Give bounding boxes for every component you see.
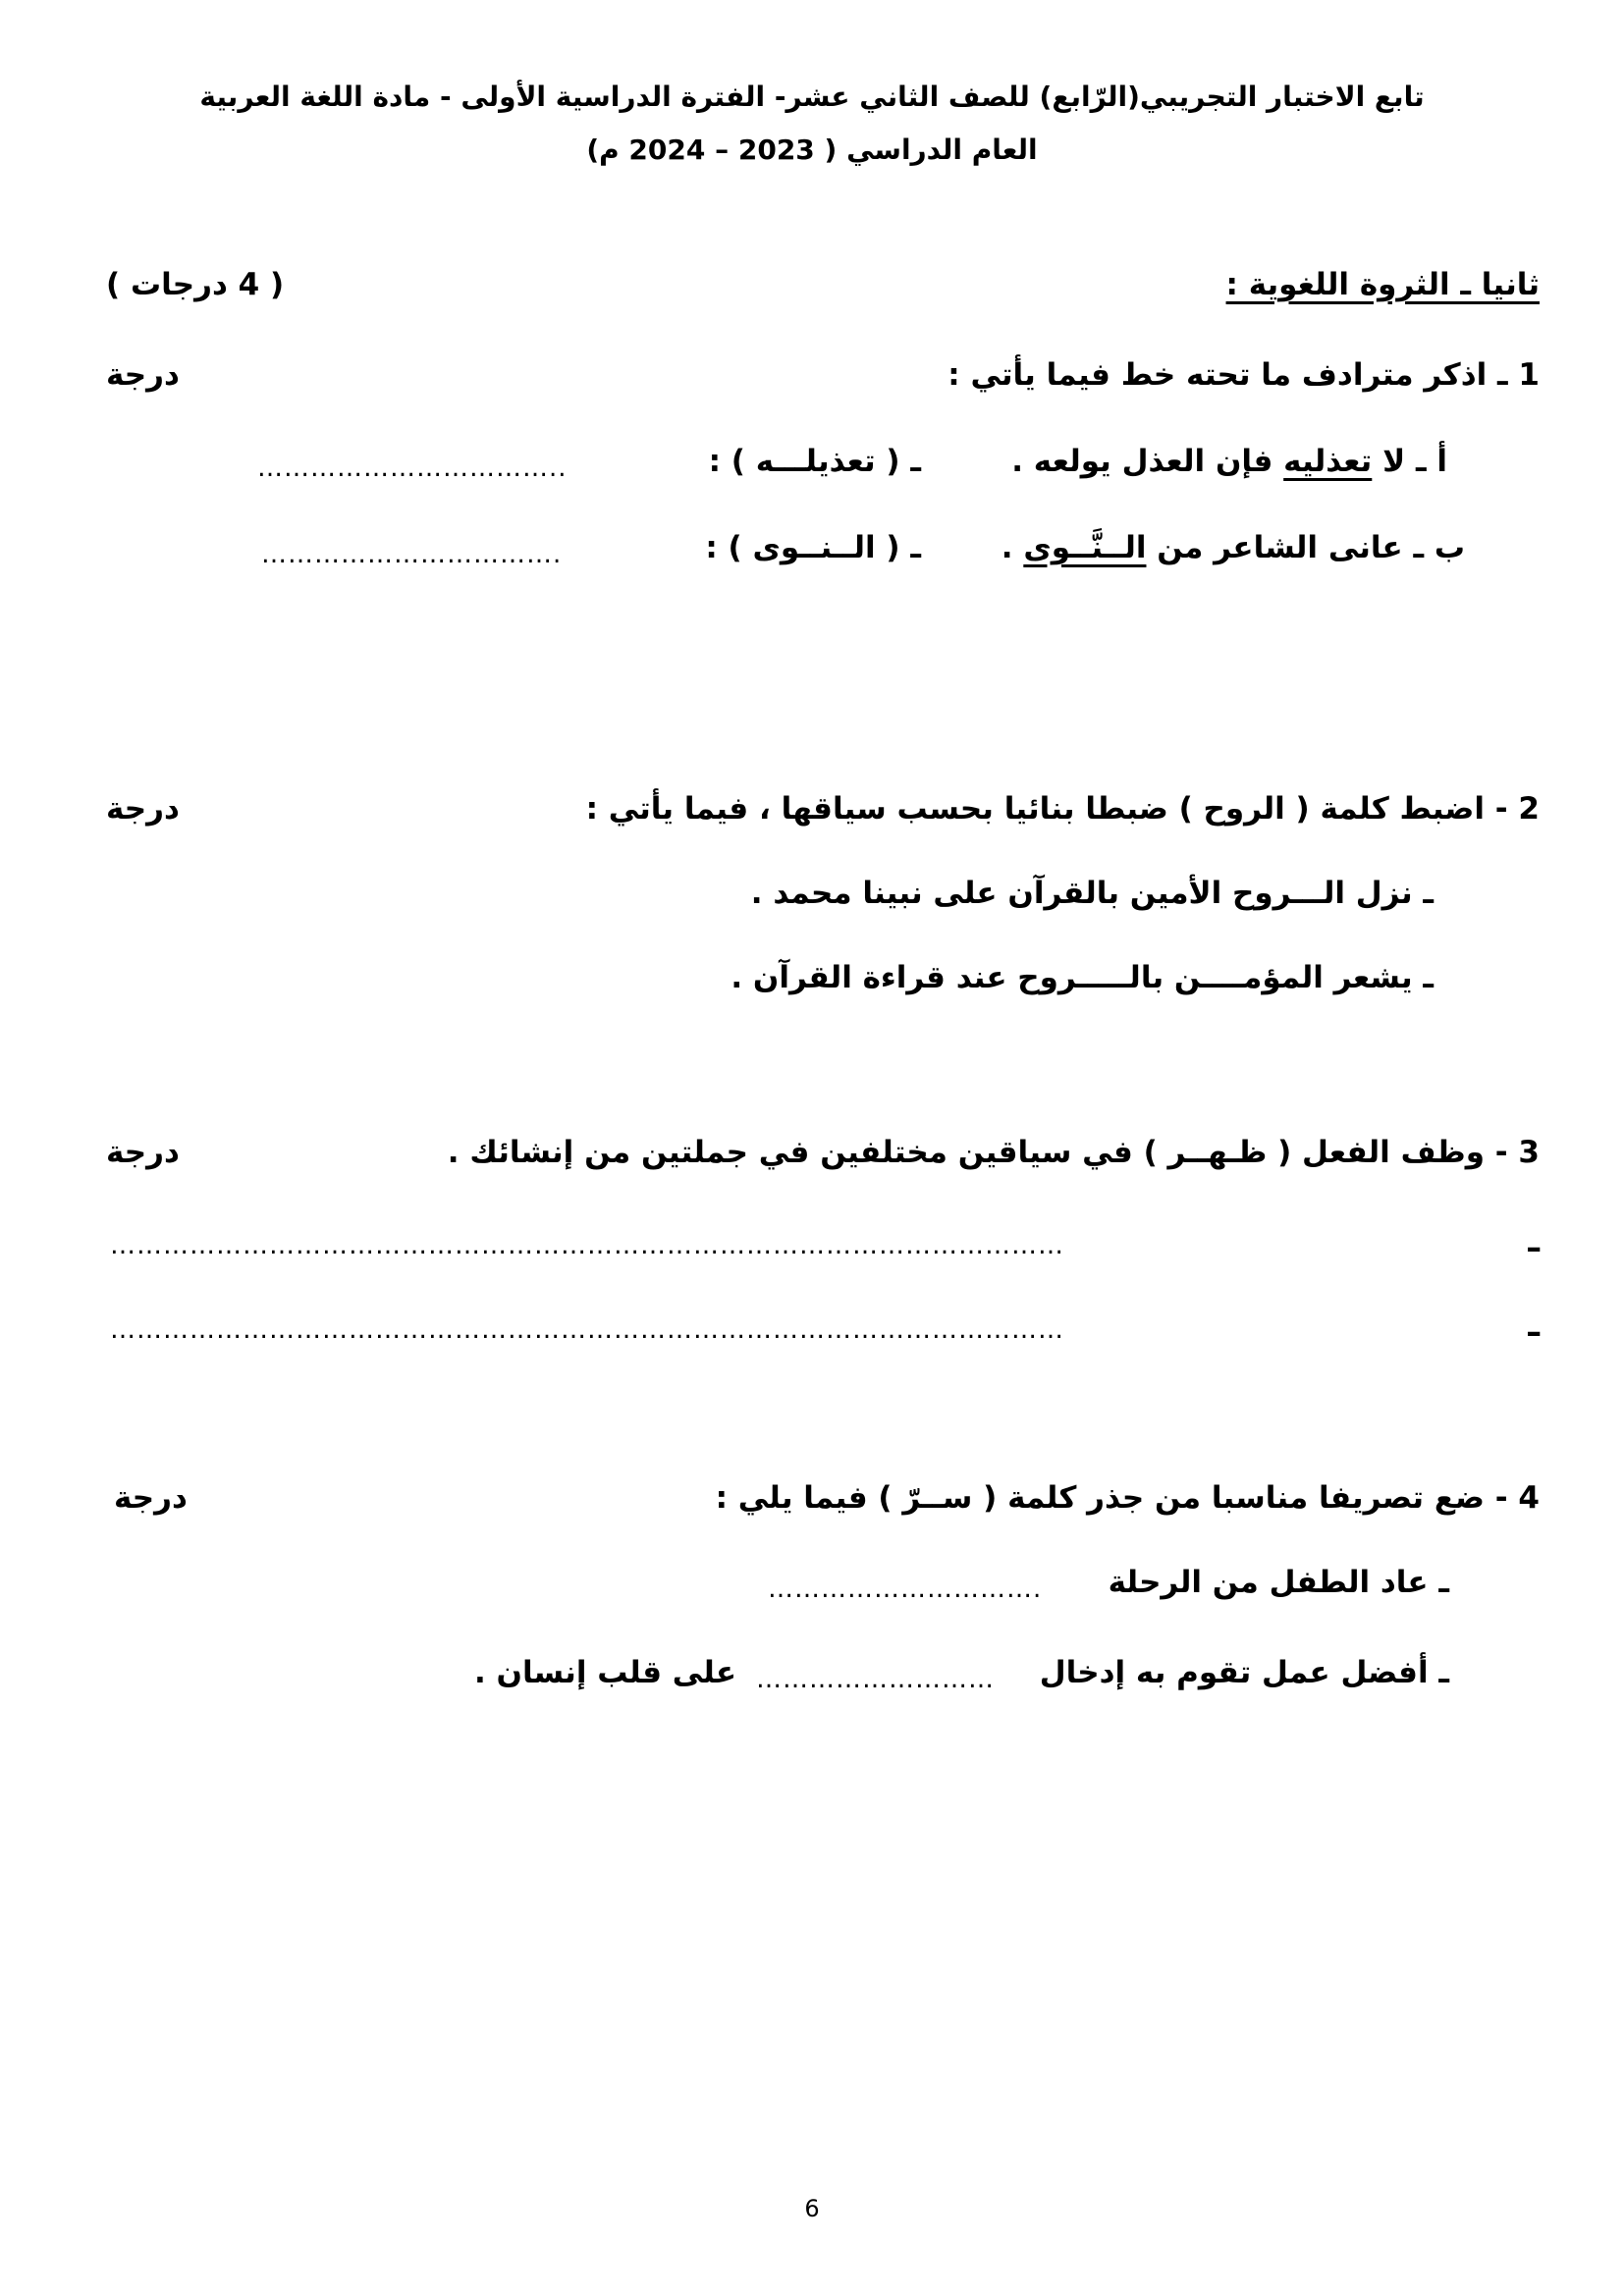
section-marks: ( 4 درجات ) — [106, 267, 285, 302]
q1-item-b — [1001, 530, 1465, 565]
q2-prompt: 2 - اضبط كلمة ( الروح ) ضبطا بنائيا بحسب سياقها ، فيما يأتي : — [585, 791, 1540, 827]
q1-a-underlined: تعذليه — [1283, 444, 1373, 479]
q4-answer-line-2[interactable]: ……………………… — [756, 1665, 995, 1694]
q1-a-suffix: فإن العذل يولعه . — [1011, 444, 1284, 479]
q3-line-2-dash: ـ — [1528, 1306, 1540, 1345]
q2-sentence-2: ـ يشعر المؤمــــن بالـــــروح عند قراءة القرآن . — [731, 960, 1434, 995]
q1-b-suffix: . — [1001, 530, 1024, 565]
q4-answer-line-1[interactable]: …………………………. — [768, 1575, 1043, 1604]
q1-a-prefix: أ ـ لا — [1372, 444, 1447, 479]
q4-sentence-2-end: على قلب إنسان . — [473, 1655, 736, 1690]
q1-b-answer-line[interactable]: ……………………………. — [261, 540, 563, 569]
q3-answer-line-2[interactable]: ……………………………………………………………………………………………… — [110, 1315, 1064, 1345]
q4-sentence-2: ـ أفضل عمل تقوم به إدخال — [1039, 1655, 1449, 1690]
q1-grade-label: درجة — [106, 357, 180, 393]
q3-answer-line-1[interactable]: ……………………………………………………………………………………………… — [110, 1231, 1064, 1260]
section-title: ثانيا ـ الثروة اللغوية : — [1225, 267, 1540, 302]
q1-prompt: 1 ـ اذكر مترادف ما تحته خط فيما يأتي : — [947, 357, 1540, 393]
q4-sentence-1: ـ عاد الطفل من الرحلة — [1108, 1565, 1449, 1600]
q4-prompt: 4 - ضع تصريفا مناسبا من جذر كلمة ( ســرّ ) فيما يلي : — [715, 1480, 1540, 1516]
q2-sentence-1: ـ نزل الـــروح الأمين بالقرآن على نبينا محمد . — [750, 876, 1434, 911]
q1-b-word: ـ ( الــنــوى ) : — [705, 530, 921, 565]
q1-item-a — [1011, 444, 1447, 479]
page-number: 6 — [804, 2195, 820, 2222]
q3-line-1-dash: ـ — [1528, 1221, 1540, 1260]
q3-grade-label: درجة — [106, 1135, 180, 1170]
q1-a-answer-line[interactable]: …………………………….. — [257, 454, 568, 483]
header-line-2: العام الدراسي ( 2023 – 2024 م) — [586, 133, 1038, 166]
q1-a-word: ـ ( تعذيلـــه ) : — [708, 444, 921, 479]
q2-grade-label: درجة — [106, 791, 180, 827]
q3-prompt: 3 - وظف الفعل ( ظـهــر ) في سياقين مختلفين في جملتين من إنشائك . — [447, 1135, 1540, 1170]
q1-b-underlined: الــنَّــوى — [1023, 530, 1147, 565]
q4-grade-label: درجة — [114, 1480, 188, 1516]
q1-b-prefix: ب ـ عانى الشاعر من — [1146, 530, 1465, 565]
header-line-1: تابع الاختبار التجريبي(الرّابع) للصف الثاني عشر- الفترة الدراسية الأولى - مادة اللغة العربية — [199, 80, 1425, 113]
